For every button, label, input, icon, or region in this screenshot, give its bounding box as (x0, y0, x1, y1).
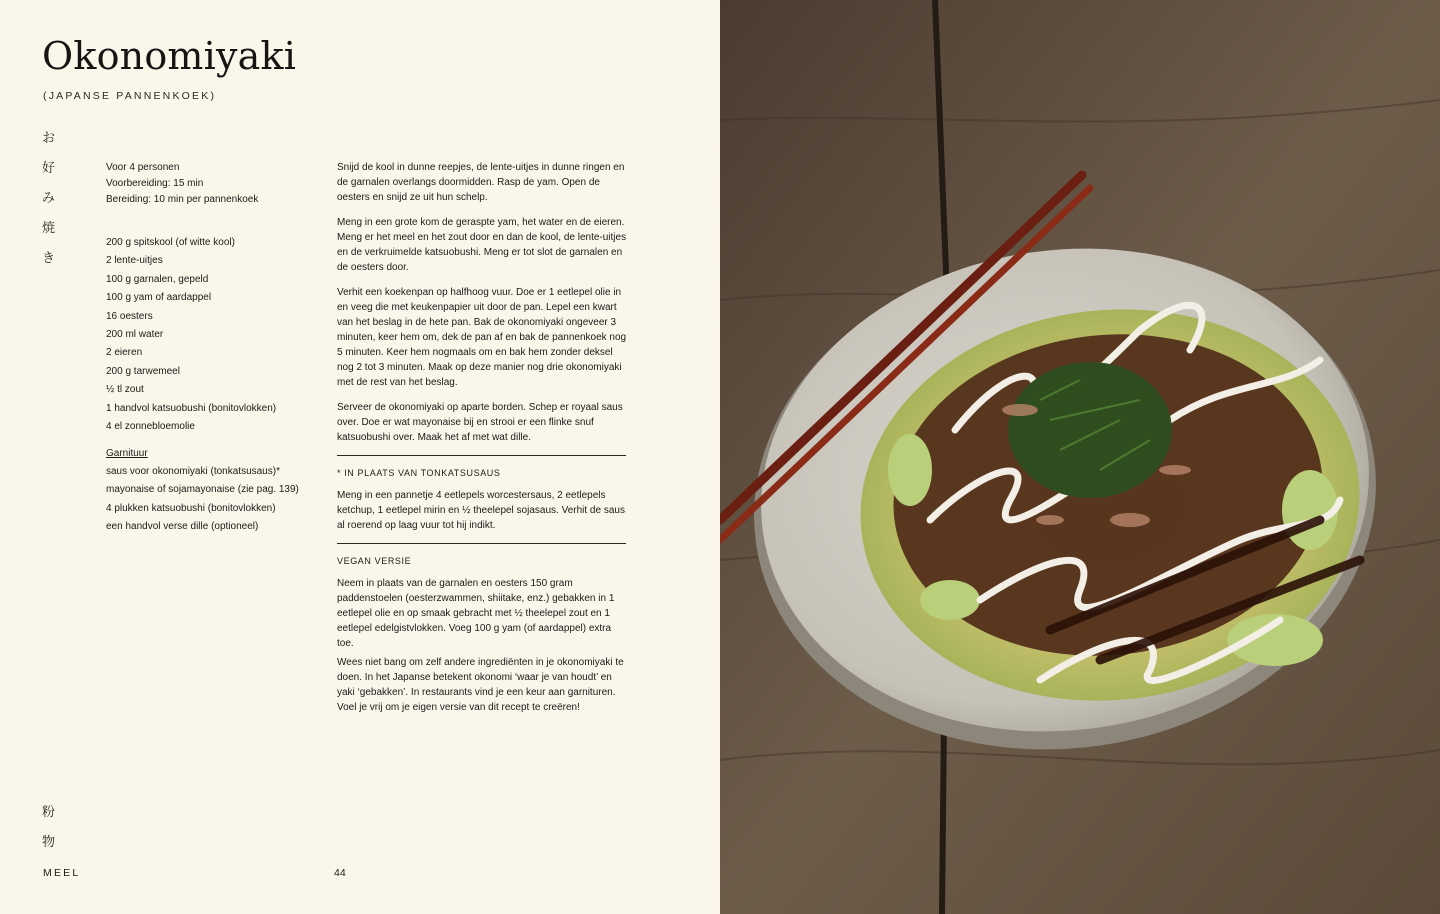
okonomiyaki-photo (720, 0, 1440, 914)
ingredient-item: 200 g tarwemeel (106, 365, 180, 377)
vegan-paragraph: Neem in plaats van de garnalen en oesters 150 gram paddenstoelen (oesterzwammen, shiitake, enz.) gebakken in 1 eetlepel olie en op smaak gebracht met ½ theelepel zout en 1 eetlepel edelgistvlokken. Voeg 100 g yam (of aardappel) extra toe. (337, 578, 615, 649)
kanji-char: 好 (42, 160, 56, 175)
section-kanji (42, 797, 62, 857)
page-number: 44 (334, 867, 346, 879)
divider (337, 455, 626, 456)
recipe-subtitle: (JAPANSE PANNENKOEK) (43, 90, 217, 102)
herbs (1008, 362, 1172, 498)
recipe-meta (106, 160, 316, 208)
garnish-item: mayonaise of sojamayonaise (zie pag. 139) (106, 484, 299, 496)
photo-illustration (720, 0, 1440, 914)
kanji-char: 焼 (42, 220, 56, 235)
kanji-char: き (42, 250, 56, 265)
sauce-note-text: Meng in een pannetje 4 eetlepels worcestersaus, 2 eetlepels ketchup, 1 eetlepel mirin en ½ theelepel sojasaus. Verhit de saus al roerend op laag vuur tot hij indikt. (337, 490, 625, 531)
method-step: Verhit een koekenpan op halfhoog vuur. Doe er 1 eetlepel olie in en veeg die met keukenpapier uit door de pan. Lepel een kwart van het beslag in de hete pan. Bak de okonomiyaki ongeveer 3 minuten, keer hem om, dek de pan af en bak de pannenkoek nog 5 minuten. Keer hem nogmaals om en bak hem zonder deksel nog 2 tot 3 minuten. Maak op deze manier nog drie okonomiyaki met de rest van het beslag. (337, 287, 627, 388)
ingredient-item: 2 lente-uitjes (106, 255, 163, 267)
ingredient-item: 1 handvol katsuobushi (bonitovlokken) (106, 402, 277, 414)
method-step: Snijd de kool in dunne reepjes, de lente-uitjes in dunne ringen en de garnalen overlangs doormidden. Rasp de yam. Open de oesters en snijd ze uit hun schelp. (337, 162, 625, 203)
kanji-char: 粉 (42, 804, 56, 819)
ingredient-item: 200 g spitskool (of witte kool) (106, 237, 235, 248)
divider (337, 543, 626, 544)
vegan-paragraph: Wees niet bang om zelf andere ingrediënten in je okonomiyaki te doen. In het Japanse betekent okonomi ‘waar je van houdt’ en yaki ‘gebakken’. In restaurants vind je een keur aan garnituren. Voel je vrij om je eigen versie van dit recept te creëren! (337, 657, 624, 713)
ingredient-item: ½ tl zout (106, 384, 144, 396)
cook-time: Bereiding: 10 min per pannenkoek (106, 194, 259, 205)
method-step: Meng in een grote kom de geraspte yam, het water en de eieren. Meng er het meel en het zout door en dan de kool, de lente-uitjes en de verkruimelde katsuobushi. Meng er tot slot de garnalen en de oesters door. (337, 217, 627, 273)
ingredient-item: 2 eieren (106, 347, 143, 359)
vegan-heading: VEGAN VERSIE (337, 556, 412, 566)
recipe-title: Okonomiyaki (42, 34, 297, 78)
ingredient-item: 16 oesters (106, 310, 153, 322)
kanji-char: 物 (42, 834, 56, 849)
method-step: Serveer de okonomiyaki op aparte borden. Schep er royaal saus over. Doe er wat mayonaise bij en strooi er een flinke snuf katsuobushi over. Maak het af met wat dille. (337, 402, 623, 443)
garnish-item: 4 plukken katsuobushi (bonitovlokken) (106, 502, 276, 514)
kanji-char: み (42, 190, 56, 205)
ingredient-item: 4 el zonnebloemolie (106, 420, 195, 432)
sauce-note-heading: * IN PLAATS VAN TONKATSUSAUS (337, 468, 501, 478)
method-column (337, 160, 627, 725)
garnish-item: saus voor okonomiyaki (tonkatsusaus)* (106, 465, 280, 477)
garnish-item: een handvol verse dille (optioneel) (106, 521, 259, 533)
kanji-char: お (42, 130, 56, 145)
ingredient-item: 200 ml water (106, 328, 164, 340)
ingredient-item: 100 g yam of aardappel (106, 292, 212, 304)
servings: Voor 4 personen (106, 162, 180, 173)
prep-time: Voorbereiding: 15 min (106, 178, 204, 189)
ingredient-item: 100 g garnalen, gepeld (106, 273, 209, 285)
section-label: MEEL (43, 867, 81, 879)
kanji-title (42, 123, 62, 273)
garnish-heading: Garnituur (106, 447, 148, 459)
ingredient-list (106, 235, 316, 537)
